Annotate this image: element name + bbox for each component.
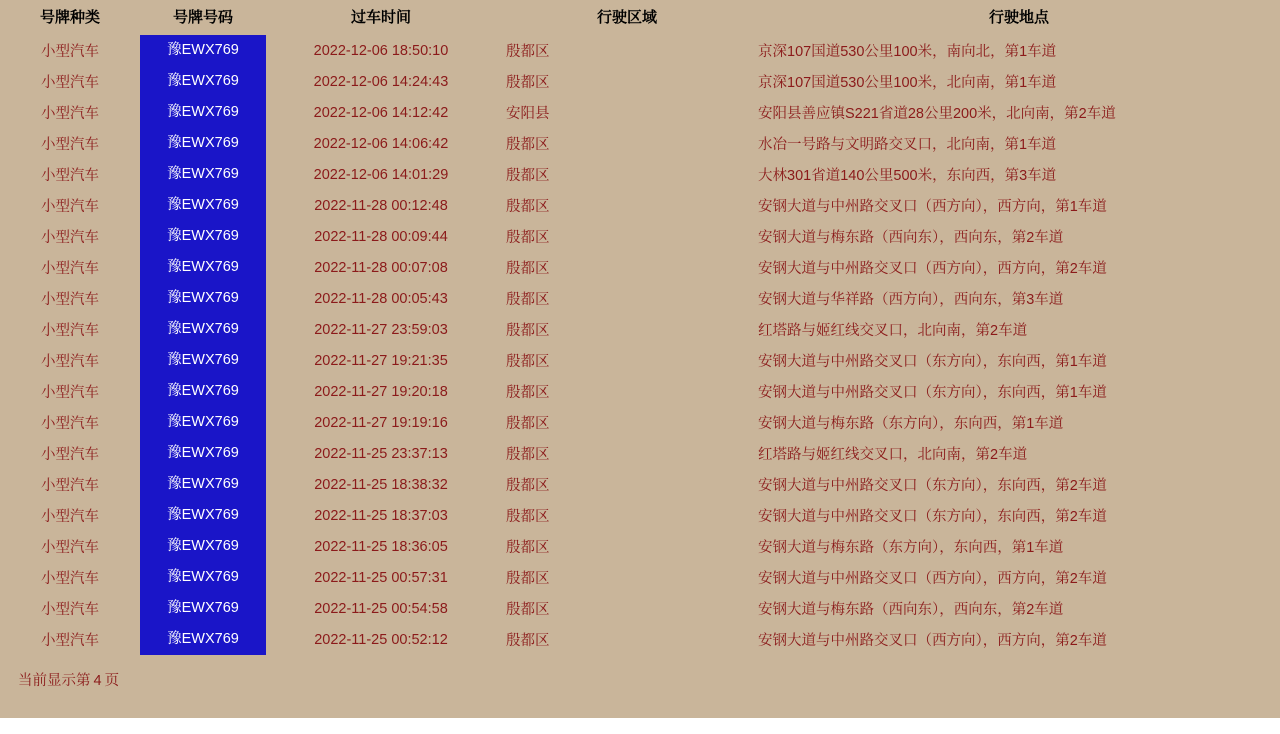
cell-plate-type: 小型汽车 [41, 199, 99, 215]
plate-badge[interactable]: 豫EWX769 [140, 376, 266, 407]
cell-location: 大林301省道140公里500米，东向西，第3车道 [758, 168, 1057, 184]
plate-badge[interactable]: 豫EWX769 [140, 500, 266, 531]
table-row[interactable] [0, 128, 1280, 159]
cell-plate-type: 小型汽车 [41, 416, 99, 432]
cell-location: 安钢大道与中州路交叉口（东方向），东向西，第1车道 [758, 354, 1107, 370]
plate-badge[interactable]: 豫EWX769 [140, 221, 266, 252]
cell-plate-number[interactable] [140, 407, 266, 438]
cell-plate-number[interactable] [140, 438, 266, 469]
table-row[interactable] [0, 221, 1280, 252]
cell-location: 安钢大道与梅东路（东方向），东向西，第1车道 [758, 540, 1064, 556]
cell-plate-type: 小型汽车 [41, 168, 99, 184]
cell-area: 殷都区 [506, 602, 550, 618]
cell-plate-type: 小型汽车 [41, 137, 99, 153]
cell-plate-number[interactable] [140, 562, 266, 593]
table-row[interactable] [0, 345, 1280, 376]
cell-plate-type: 小型汽车 [41, 261, 99, 277]
cell-area: 殷都区 [506, 416, 550, 432]
plate-badge[interactable]: 豫EWX769 [140, 624, 266, 655]
cell-area: 殷都区 [506, 447, 550, 463]
table-row[interactable] [0, 376, 1280, 407]
table-row[interactable] [0, 159, 1280, 190]
cell-plate-type: 小型汽车 [41, 106, 99, 122]
cell-location: 京深107国道530公里100米，南向北，第1车道 [758, 44, 1057, 60]
plate-badge[interactable]: 豫EWX769 [140, 97, 266, 128]
plate-badge[interactable]: 豫EWX769 [140, 283, 266, 314]
plate-badge[interactable]: 豫EWX769 [140, 252, 266, 283]
plate-badge[interactable]: 豫EWX769 [140, 562, 266, 593]
cell-plate-type: 小型汽车 [41, 354, 99, 370]
cell-location: 安钢大道与中州路交叉口（西方向），西方向，第2车道 [758, 633, 1107, 649]
cell-plate-number[interactable] [140, 97, 266, 128]
column-header-plate-type: 号牌种类 [39, 9, 100, 26]
cell-plate-type: 小型汽车 [41, 602, 99, 618]
column-header-location: 行驶地点 [988, 9, 1049, 26]
cell-location: 安钢大道与中州路交叉口（东方向），东向西，第2车道 [758, 509, 1107, 525]
cell-plate-number[interactable] [140, 345, 266, 376]
table-row[interactable] [0, 407, 1280, 438]
cell-plate-number[interactable] [140, 624, 266, 655]
cell-location: 安钢大道与中州路交叉口（西方向），西方向，第2车道 [758, 261, 1107, 277]
pagination-suffix: 页 [104, 673, 120, 689]
cell-plate-number[interactable] [140, 190, 266, 221]
cell-pass-time: 2022-11-25 00:54:58 [314, 600, 448, 617]
cell-location: 水冶一号路与文明路交叉口，北向南，第1车道 [758, 137, 1057, 153]
bottom-strip [0, 718, 1280, 734]
cell-location: 京深107国道530公里100米，北向南，第1车道 [758, 75, 1057, 91]
cell-plate-type: 小型汽车 [41, 385, 99, 401]
table-row[interactable] [0, 314, 1280, 345]
table-row[interactable] [0, 593, 1280, 624]
cell-area: 殷都区 [506, 323, 550, 339]
cell-plate-number[interactable] [140, 66, 266, 97]
cell-pass-time: 2022-11-27 19:19:16 [314, 414, 448, 431]
cell-location: 安钢大道与中州路交叉口（东方向），东向西，第1车道 [758, 385, 1107, 401]
cell-plate-type: 小型汽车 [41, 571, 99, 587]
plate-badge[interactable]: 豫EWX769 [140, 438, 266, 469]
cell-area: 殷都区 [506, 540, 550, 556]
cell-area: 殷都区 [506, 509, 550, 525]
cell-location: 安阳县善应镇S221省道28公里200米，北向南，第2车道 [758, 106, 1116, 122]
cell-pass-time: 2022-11-27 19:20:18 [314, 383, 448, 400]
cell-pass-time: 2022-11-28 00:07:08 [314, 259, 448, 276]
cell-location: 安钢大道与梅东路（西向东），西向东，第2车道 [758, 602, 1064, 618]
cell-pass-time: 2022-11-27 23:59:03 [314, 321, 448, 338]
plate-badge[interactable]: 豫EWX769 [140, 407, 266, 438]
pagination-prefix: 当前显示第 [18, 673, 91, 689]
cell-pass-time: 2022-11-28 00:05:43 [314, 290, 448, 307]
column-header-pass-time: 过车时间 [350, 9, 411, 26]
cell-area: 殷都区 [506, 137, 550, 153]
cell-pass-time: 2022-11-25 18:36:05 [314, 538, 448, 555]
table-row[interactable] [0, 438, 1280, 469]
cell-plate-type: 小型汽车 [41, 447, 99, 463]
table-body [0, 35, 1280, 655]
cell-pass-time: 2022-11-28 00:09:44 [314, 228, 448, 245]
table-header [0, 0, 1280, 35]
cell-plate-number[interactable] [140, 314, 266, 345]
cell-plate-number[interactable] [140, 159, 266, 190]
cell-pass-time: 2022-12-06 14:24:43 [313, 73, 449, 90]
table-row[interactable] [0, 97, 1280, 128]
cell-location: 安钢大道与华祥路（西方向），西向东，第3车道 [758, 292, 1064, 308]
cell-location: 安钢大道与梅东路（西向东），西向东，第2车道 [758, 230, 1064, 246]
cell-area: 殷都区 [506, 261, 550, 277]
cell-plate-number[interactable] [140, 35, 266, 66]
cell-pass-time: 2022-11-25 18:38:32 [314, 476, 448, 493]
column-header-area: 行驶区域 [596, 9, 657, 26]
cell-pass-time: 2022-11-28 00:12:48 [314, 197, 448, 214]
cell-location: 安钢大道与中州路交叉口（西方向），西方向，第2车道 [758, 571, 1107, 587]
cell-area: 殷都区 [506, 571, 550, 587]
cell-pass-time: 2022-11-25 23:37:13 [314, 445, 448, 462]
plate-badge[interactable]: 豫EWX769 [140, 190, 266, 221]
cell-area: 殷都区 [506, 633, 550, 649]
column-header-plate-number: 号牌号码 [172, 9, 233, 26]
pagination-page-number: 4 [93, 673, 102, 689]
cell-area: 殷都区 [506, 230, 550, 246]
cell-pass-time: 2022-11-25 00:52:12 [314, 631, 448, 648]
cell-area: 殷都区 [506, 75, 550, 91]
cell-area: 殷都区 [506, 199, 550, 215]
table-row[interactable] [0, 35, 1280, 66]
cell-plate-type: 小型汽车 [41, 292, 99, 308]
plate-badge[interactable]: 豫EWX769 [140, 314, 266, 345]
plate-badge[interactable]: 豫EWX769 [140, 159, 266, 190]
table-row[interactable] [0, 531, 1280, 562]
table-row[interactable] [0, 190, 1280, 221]
table-row[interactable] [0, 624, 1280, 655]
cell-pass-time: 2022-12-06 14:01:29 [313, 166, 449, 183]
cell-area: 殷都区 [506, 292, 550, 308]
cell-plate-type: 小型汽车 [41, 230, 99, 246]
cell-plate-number[interactable] [140, 469, 266, 500]
cell-plate-type: 小型汽车 [41, 44, 99, 60]
plate-badge[interactable]: 豫EWX769 [140, 531, 266, 562]
cell-plate-number[interactable] [140, 283, 266, 314]
cell-plate-number[interactable] [140, 500, 266, 531]
cell-pass-time: 2022-11-25 00:57:31 [314, 569, 448, 586]
cell-plate-type: 小型汽车 [41, 509, 99, 525]
cell-plate-type: 小型汽车 [41, 478, 99, 494]
table-row[interactable] [0, 500, 1280, 531]
cell-location: 红塔路与姬红线交叉口，北向南，第2车道 [758, 323, 1028, 339]
table-row[interactable] [0, 283, 1280, 314]
plate-badge[interactable]: 豫EWX769 [140, 469, 266, 500]
table-row[interactable] [0, 66, 1280, 97]
cell-plate-number[interactable] [140, 593, 266, 624]
cell-area: 殷都区 [506, 354, 550, 370]
cell-plate-number[interactable] [140, 128, 266, 159]
cell-area: 殷都区 [506, 478, 550, 494]
cell-pass-time: 2022-11-25 18:37:03 [314, 507, 448, 524]
cell-plate-type: 小型汽车 [41, 75, 99, 91]
plate-badge[interactable]: 豫EWX769 [140, 35, 266, 66]
cell-plate-number[interactable] [140, 531, 266, 562]
cell-area: 殷都区 [506, 44, 550, 60]
cell-pass-time: 2022-12-06 14:06:42 [313, 135, 449, 152]
cell-area: 殷都区 [506, 385, 550, 401]
cell-pass-time: 2022-12-06 18:50:10 [313, 42, 449, 59]
plate-badge[interactable]: 豫EWX769 [140, 128, 266, 159]
cell-area: 殷都区 [506, 168, 550, 184]
plate-badge[interactable]: 豫EWX769 [140, 66, 266, 97]
cell-location: 红塔路与姬红线交叉口，北向南，第2车道 [758, 447, 1028, 463]
cell-location: 安钢大道与梅东路（东方向），东向西，第1车道 [758, 416, 1064, 432]
table-row[interactable] [0, 562, 1280, 593]
cell-location: 安钢大道与中州路交叉口（东方向），东向西，第2车道 [758, 478, 1107, 494]
table-row[interactable] [0, 252, 1280, 283]
cell-plate-number[interactable] [140, 221, 266, 252]
table-row[interactable] [0, 469, 1280, 500]
table-header-row [0, 0, 1280, 35]
cell-plate-type: 小型汽车 [41, 540, 99, 556]
cell-location: 安钢大道与中州路交叉口（西方向），西方向，第1车道 [758, 199, 1107, 215]
cell-plate-number[interactable] [140, 252, 266, 283]
plate-badge[interactable]: 豫EWX769 [140, 593, 266, 624]
pagination-status [0, 655, 1280, 690]
cell-plate-type: 小型汽车 [41, 633, 99, 649]
cell-plate-type: 小型汽车 [41, 323, 99, 339]
cell-pass-time: 2022-11-27 19:21:35 [314, 352, 448, 369]
plate-badge[interactable]: 豫EWX769 [140, 345, 266, 376]
cell-pass-time: 2022-12-06 14:12:42 [313, 104, 449, 121]
cell-area: 安阳县 [506, 106, 550, 122]
cell-plate-number[interactable] [140, 376, 266, 407]
